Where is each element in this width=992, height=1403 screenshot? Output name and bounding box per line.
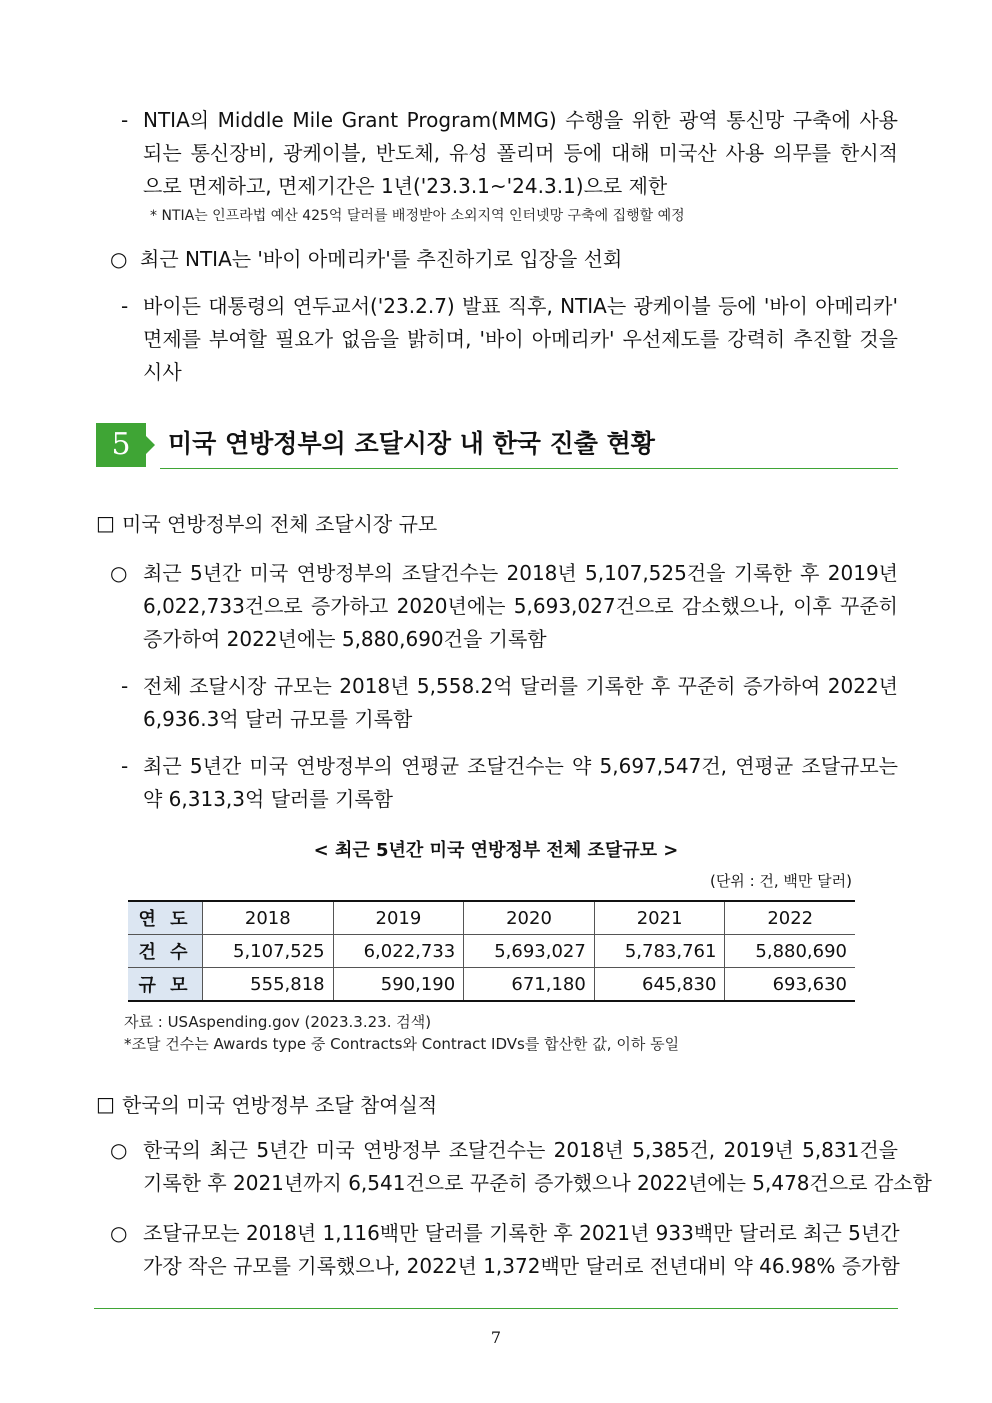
text-line: NTIA의 Middle Mile Grant Program(MMG) 수행을 위한 광역 통신망 구축에 사용 bbox=[143, 108, 898, 132]
square-marker: □ bbox=[96, 511, 115, 535]
circle-marker: ○ bbox=[110, 1221, 128, 1245]
table-cell: 5,693,027 bbox=[464, 935, 595, 968]
year-cell: 2020 bbox=[464, 901, 595, 935]
table-cell: 671,180 bbox=[464, 968, 595, 1002]
text-line: 으로 면제하고, 면제기간은 1년('23.3.1~'24.3.1)으로 제한 bbox=[143, 174, 668, 198]
intro-dash-bullet bbox=[143, 104, 898, 203]
row-header: 연 도 bbox=[128, 901, 203, 935]
table-cell: 5,107,525 bbox=[203, 935, 334, 968]
sub1-circle-bullet bbox=[143, 557, 898, 656]
year-cell: 2019 bbox=[333, 901, 464, 935]
table-row bbox=[128, 935, 855, 968]
sub2-circle-bullet-1 bbox=[143, 1134, 932, 1200]
procurement-table bbox=[128, 900, 855, 1002]
year-cell: 2022 bbox=[725, 901, 855, 935]
table-row bbox=[128, 968, 855, 1002]
text-line: 6,022,733건으로 증가하고 2020년에는 5,693,027건으로 감소했으나, 이후 꾸준히 bbox=[143, 594, 898, 618]
dash-marker: - bbox=[121, 108, 129, 132]
circle-marker: ○ bbox=[110, 561, 128, 585]
text-line: 최근 5년간 미국 연방정부의 조달건수는 2018년 5,107,525건을 기록한 후 2019년 bbox=[143, 561, 898, 585]
table-source: 자료 : USAspending.gov (2023.3.23. 검색) bbox=[124, 1013, 432, 1031]
table-cell: 5,880,690 bbox=[725, 935, 855, 968]
table-cell: 693,630 bbox=[725, 968, 855, 1002]
table-cell: 5,783,761 bbox=[594, 935, 725, 968]
circle-marker: ○ bbox=[110, 247, 128, 271]
text-line: 6,936.3억 달러 규모를 기록함 bbox=[143, 707, 413, 731]
text-line: 면제를 부여할 필요가 없음을 밝히며, '바이 아메리카' 우선제도를 강력히 추진할 것을 bbox=[143, 327, 898, 351]
year-cell: 2018 bbox=[203, 901, 334, 935]
row-header: 건 수 bbox=[128, 935, 203, 968]
sub1-dash-bullet-2 bbox=[143, 750, 898, 816]
page-number: 7 bbox=[490, 1328, 502, 1347]
dash-marker: - bbox=[121, 294, 129, 318]
table-cell: 645,830 bbox=[594, 968, 725, 1002]
table-cell: 590,190 bbox=[333, 968, 464, 1002]
subsection-title: 한국의 미국 연방정부 조달 참여실적 bbox=[122, 1093, 438, 1117]
table-cell: 6,022,733 bbox=[333, 935, 464, 968]
table-title: < 최근 5년간 미국 연방정부 전체 조달규모 > bbox=[313, 840, 679, 861]
table-row bbox=[128, 901, 855, 935]
text-line: 되는 통신장비, 광케이블, 반도체, 유성 폴리머 등에 대해 미국산 사용 의무를 한시적 bbox=[143, 141, 898, 165]
row-header: 규 모 bbox=[128, 968, 203, 1002]
square-marker: □ bbox=[96, 1092, 115, 1116]
subsection-title: 미국 연방정부의 전체 조달시장 규모 bbox=[122, 512, 438, 536]
sub2-circle-bullet-2 bbox=[143, 1217, 898, 1283]
intro-dash-bullet-2 bbox=[143, 290, 898, 389]
text-line: 시사 bbox=[143, 360, 182, 384]
sub1-dash-bullet-1 bbox=[143, 670, 898, 736]
table-cell: 555,818 bbox=[203, 968, 334, 1002]
text-line: 가장 작은 규모를 기록했으나, 2022년 1,372백만 달러로 전년대비 약 46.98% 증가함 bbox=[143, 1254, 900, 1278]
text-line: 바이든 대통령의 연두교서('23.2.7) 발표 직후, NTIA는 광케이블 등에 '바이 아메리카' bbox=[143, 294, 898, 318]
text-line: 한국의 최근 5년간 미국 연방정부 조달건수는 2018년 5,385건, 2019년 5,831건을 bbox=[143, 1138, 898, 1162]
footer-divider bbox=[94, 1308, 898, 1309]
text-line: 약 6,313,3억 달러를 기록함 bbox=[143, 787, 393, 811]
dash-marker: - bbox=[121, 754, 129, 778]
dash-marker: - bbox=[121, 674, 129, 698]
text-line: 조달규모는 2018년 1,116백만 달러를 기록한 후 2021년 933백만 달러로 최근 5년간 bbox=[143, 1221, 900, 1245]
text-line: 증가하여 2022년에는 5,880,690건을 기록함 bbox=[143, 627, 547, 651]
text-line: 전체 조달시장 규모는 2018년 5,558.2억 달러를 기록한 후 꾸준히 증가하여 2022년 bbox=[143, 674, 898, 698]
circle-marker: ○ bbox=[110, 1138, 128, 1162]
section-underline bbox=[160, 468, 898, 469]
section-number-badge: 5 bbox=[96, 423, 146, 467]
text-line: 최근 5년간 미국 연방정부의 연평균 조달건수는 약 5,697,547건, 연평균 조달규모는 bbox=[143, 754, 898, 778]
table-unit: (단위 : 건, 백만 달러) bbox=[709, 872, 852, 890]
table-footnote: *조달 건수는 Awards type 중 Contracts와 Contract IDVs를 합산한 값, 이하 동일 bbox=[124, 1035, 680, 1053]
section-title: 미국 연방정부의 조달시장 내 한국 진출 현황 bbox=[168, 429, 655, 458]
text-line: 기록한 후 2021년까지 6,541건으로 꾸준히 증가했으나 2022년에는 5,478건으로 감소함 bbox=[143, 1171, 932, 1195]
intro-footnote: * NTIA는 인프라법 예산 425억 달러를 배정받아 소외지역 인터넷망 구축에 집행할 예정 bbox=[150, 208, 685, 224]
intro-circle-text: 최근 NTIA는 '바이 아메리카'를 추진하기로 입장을 선회 bbox=[140, 247, 623, 271]
section-arrow-icon bbox=[146, 436, 155, 454]
year-cell: 2021 bbox=[594, 901, 725, 935]
